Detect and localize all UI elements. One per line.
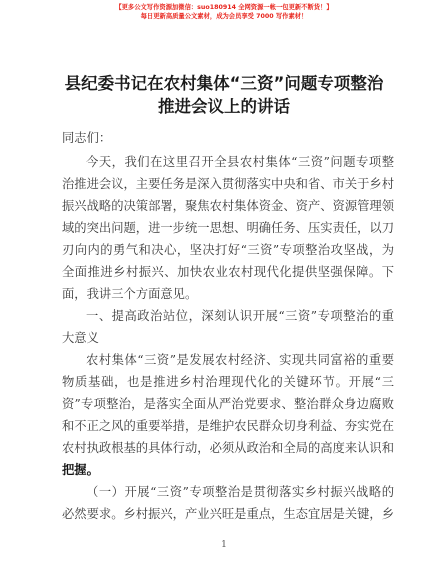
significance-paragraph [62,349,394,481]
promo-banner-line-2: 每日更新高质量公文素材，成为会员享受 7000 写作素材！ [140,13,308,20]
paragraph-line: 面，我讲三个方面意见。 [62,287,198,301]
salutation: 同志们： [62,131,112,145]
paragraph-line: 农村集体“三资”是发展农村经济、实现共同富裕的重要 [86,353,394,367]
promo-banner [0,0,448,22]
paragraph-line: 农村执政根基的具体行动，必须从政治和全局的高度来认识和 [62,441,395,455]
paragraph-line: 振兴战略的决策部署，聚焦农村集体资金、资产、资源管理领 [62,199,395,213]
document-title-line-1: 县纪委书记在农村集体“三资”问题专项整治 [64,74,384,93]
promo-banner-line-1: 【更多公文写作资源加微信：suo180914 全网资源一帐一包更新不断货！】 [115,4,333,11]
paragraph-line: 域的突出问题，进一步统一思想、明确任务、压实责任，以刀 [62,221,395,235]
heading-line: 大意义 [62,331,99,345]
document-title-line-2: 推进会议上的讲话 [158,97,290,116]
paragraph-line: 必然要求。乡村振兴，产业兴旺是重点，生态宜居是关键，乡 [62,507,395,521]
opening-paragraph [62,151,394,305]
document-title [40,72,408,118]
paragraph-line: 和不正之风的重要举措，是维护农民群众切身利益、夯实党在 [62,419,395,433]
paragraph-line: 今天，我们在这里召开全县农村集体“三资”问题专项整 [86,155,394,169]
subsection-paragraph-1 [62,481,394,525]
paragraph-line: （一）开展“三资”专项整治是贯彻落实乡村振兴战略的 [86,485,394,499]
paragraph-line: 刃向内的勇气和决心，坚决打好“三资”专项整治攻坚战，为 [62,243,394,257]
paragraph-line: 全面推进乡村振兴、加快农业农村现代化提供坚强保障。下 [62,265,394,279]
document-body [62,127,394,525]
paragraph-line: 把握。 [62,462,99,477]
page-number: 1 [221,540,227,550]
section-heading-1 [62,305,394,349]
heading-line: 一、提高政治站位，深刻认识开展“三资”专项整治的重 [86,309,394,323]
paragraph-line: 治推进会议，主要任务是深入贯彻落实中央和省、市关于乡村 [62,177,395,191]
paragraph-line: 资”专项整治，是落实全面从严治党要求、整治群众身边腐败 [62,397,394,411]
paragraph-line: 物质基础，也是推进乡村治理现代化的关键环节。开展“三 [62,375,394,389]
